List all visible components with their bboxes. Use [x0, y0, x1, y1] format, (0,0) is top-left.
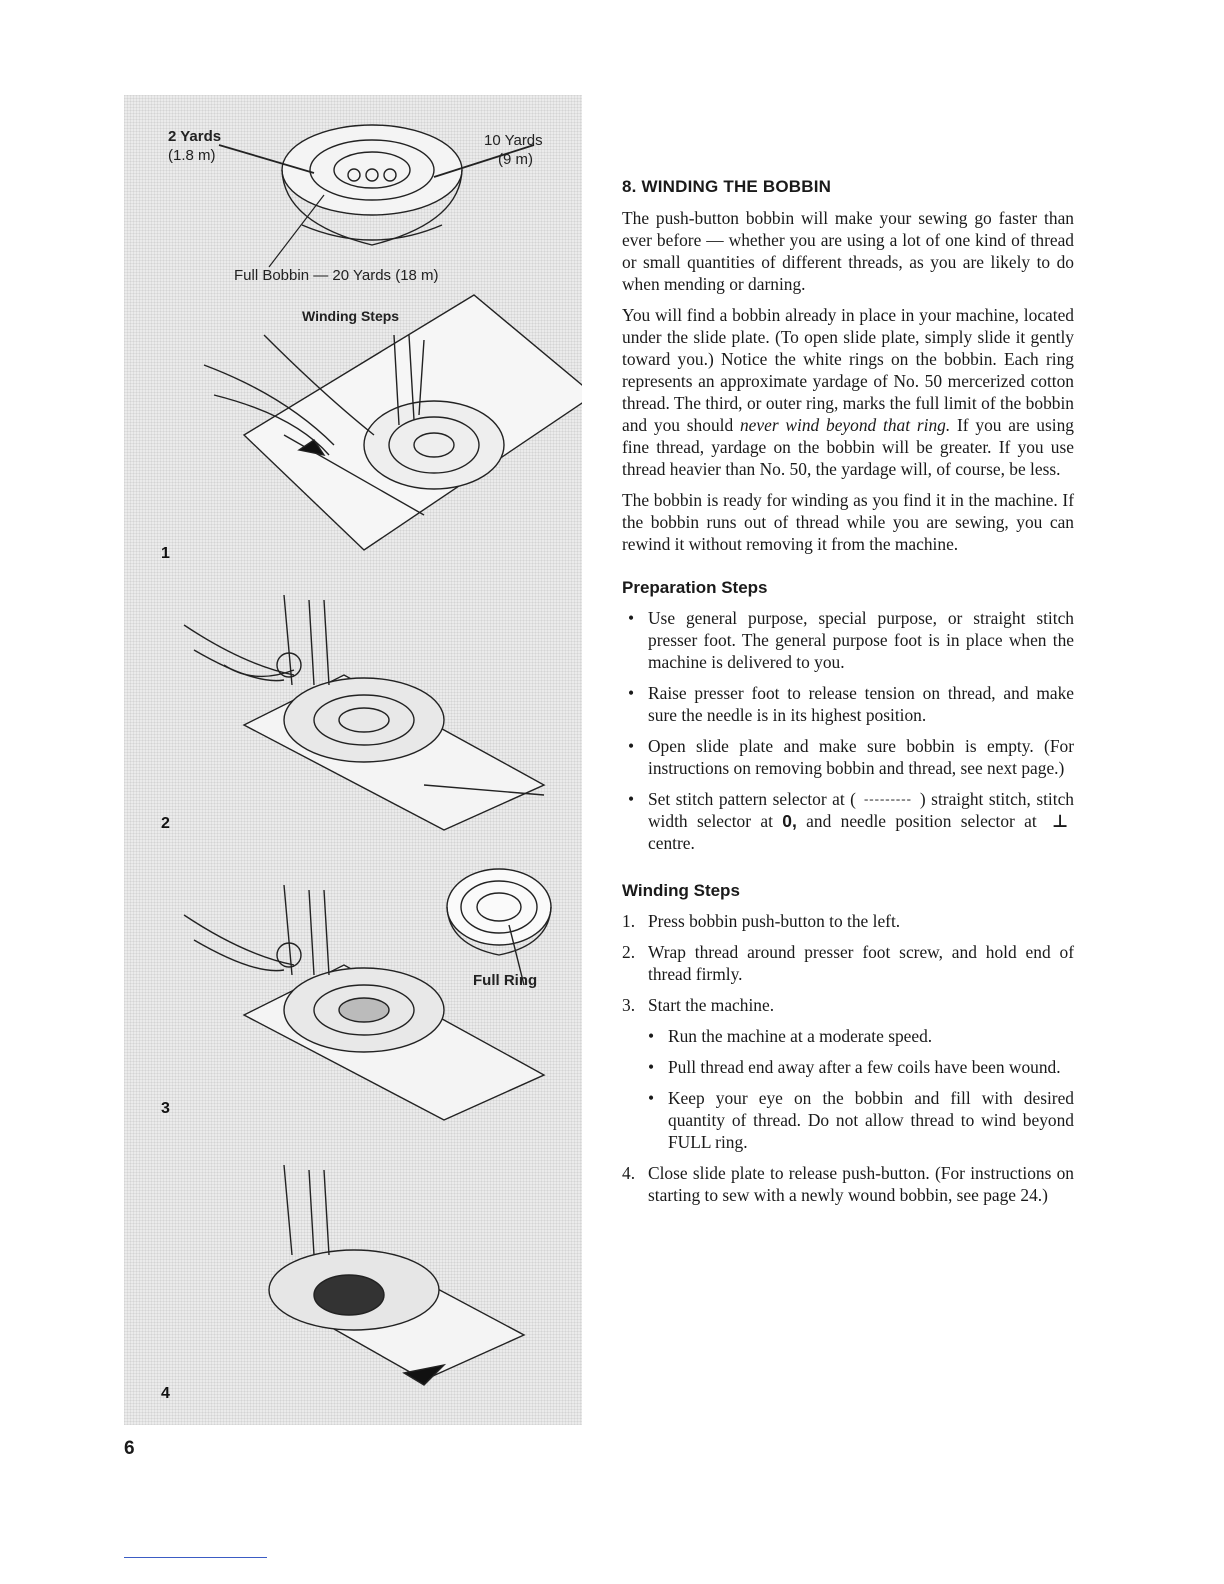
item4-text-d: centre. [648, 833, 695, 853]
step-4-drawing [269, 1165, 524, 1385]
para2-part-a: You will find a bobbin already in place in your machine, located under the slide plate. (To open slide plate, simply slide it gently toward you.) Notice the white rings on the bobbin. Each ring represents an approximate yardage of No. 50 mercerized cotton thread. The third, or outer ring, marks the full limit of the bobbin and you should [622, 305, 1074, 435]
step-number: 4. [622, 1163, 636, 1183]
item4-text-b: ) straight stitch, stitch width selector at [648, 789, 1074, 831]
step-text: Start the machine. [648, 995, 775, 1015]
list-item: • Pull thread end away after a few coils have been wound. [648, 1056, 1074, 1078]
step-3-sublist [648, 1025, 1074, 1153]
step-text: Close slide plate to release push-button. (For instructions on starting to sew with a newly wound bobbin, see page 24.) [648, 1163, 1074, 1205]
winding-steps-list [622, 910, 1074, 1206]
label-10-yards: 10 Yards [484, 132, 543, 149]
preparation-heading: Preparation Steps [622, 578, 768, 597]
list-item [622, 788, 1074, 854]
label-2-yards: 2 Yards [168, 128, 222, 145]
para2-emphasis: never wind beyond that ring. [739, 415, 951, 435]
label-winding-steps: Winding Steps [302, 308, 400, 324]
ready-paragraph: The bobbin is ready for winding as you find it in the machine. If the bobbin runs out of thread while you are sewing, you can rewind it without removing it from the machine. [622, 490, 1074, 554]
list-item [622, 941, 1074, 985]
step-2-drawing [184, 595, 544, 830]
step-3-drawing [184, 869, 551, 1120]
para2-part-b: If you are using fine thread, yardage on the bobbin will be greater. If you use thread heavier than No. 50, the yardage will, of course, be less. [622, 415, 1074, 479]
label-2-yards-metric: (1.8 m) [168, 147, 216, 164]
label-10-yards-metric: (9 m) [498, 151, 533, 168]
illustration-panel [124, 95, 582, 1425]
step-1-drawing [204, 295, 582, 550]
step-number-1: 1 [161, 545, 170, 562]
intro-paragraph: The push-button bobbin will make your sewing go faster than ever before — whether you are using a lot of one kind of thread or small quantities of different threads, as you are likely to do when mending or darning. [622, 208, 1074, 294]
straight-stitch-symbol: --------- [863, 791, 912, 806]
step-number: 3. [622, 995, 636, 1015]
list-item [622, 994, 1074, 1153]
step-text: Wrap thread around presser foot screw, and hold end of thread firmly. [648, 942, 1074, 984]
label-full-bobbin: Full Bobbin — 20 Yards (18 m) [234, 267, 439, 284]
instruction-text [622, 176, 1074, 1215]
bobbin-illustrations [124, 95, 582, 1425]
page-number: 6 [124, 1438, 135, 1459]
item4-text-a: Set stitch pattern selector at ( [648, 789, 856, 809]
section-title: 8. WINDING THE BOBBIN [622, 177, 832, 196]
step-number-3: 3 [161, 1100, 170, 1117]
centre-symbol-icon: ⊥ [1052, 811, 1068, 831]
footer-rule [124, 1557, 267, 1558]
label-full-ring: Full Ring [473, 972, 538, 989]
list-item [622, 1162, 1074, 1206]
winding-heading: Winding Steps [622, 881, 740, 900]
preparation-list [622, 607, 1074, 854]
width-zero: 0, [782, 811, 797, 831]
list-item: • Use general purpose, special purpose, or straight stitch presser foot. The general purpose foot is in place when the machine is delivered to you. [622, 607, 1074, 673]
list-item: • Keep your eye on the bobbin and fill with desired quantity of thread. Do not allow thread to wind beyond FULL ring. [648, 1087, 1074, 1153]
bobbin-location-paragraph [622, 304, 1074, 480]
step-number: 2. [622, 942, 636, 962]
list-item: • Open slide plate and make sure bobbin is empty. (For instructions on removing bobbin and thread, see next page.) [622, 735, 1074, 779]
list-item [622, 910, 1074, 932]
step-number: 1. [622, 911, 636, 931]
step-number-2: 2 [161, 815, 170, 832]
step-text: Press bobbin push-button to the left. [648, 911, 901, 931]
list-item: • Raise presser foot to release tension on thread, and make sure the needle is in its highest position. [622, 682, 1074, 726]
step-number-4: 4 [161, 1385, 170, 1402]
item4-text-c: and needle position selector at [806, 811, 1037, 831]
list-item: • Run the machine at a moderate speed. [648, 1025, 1074, 1047]
